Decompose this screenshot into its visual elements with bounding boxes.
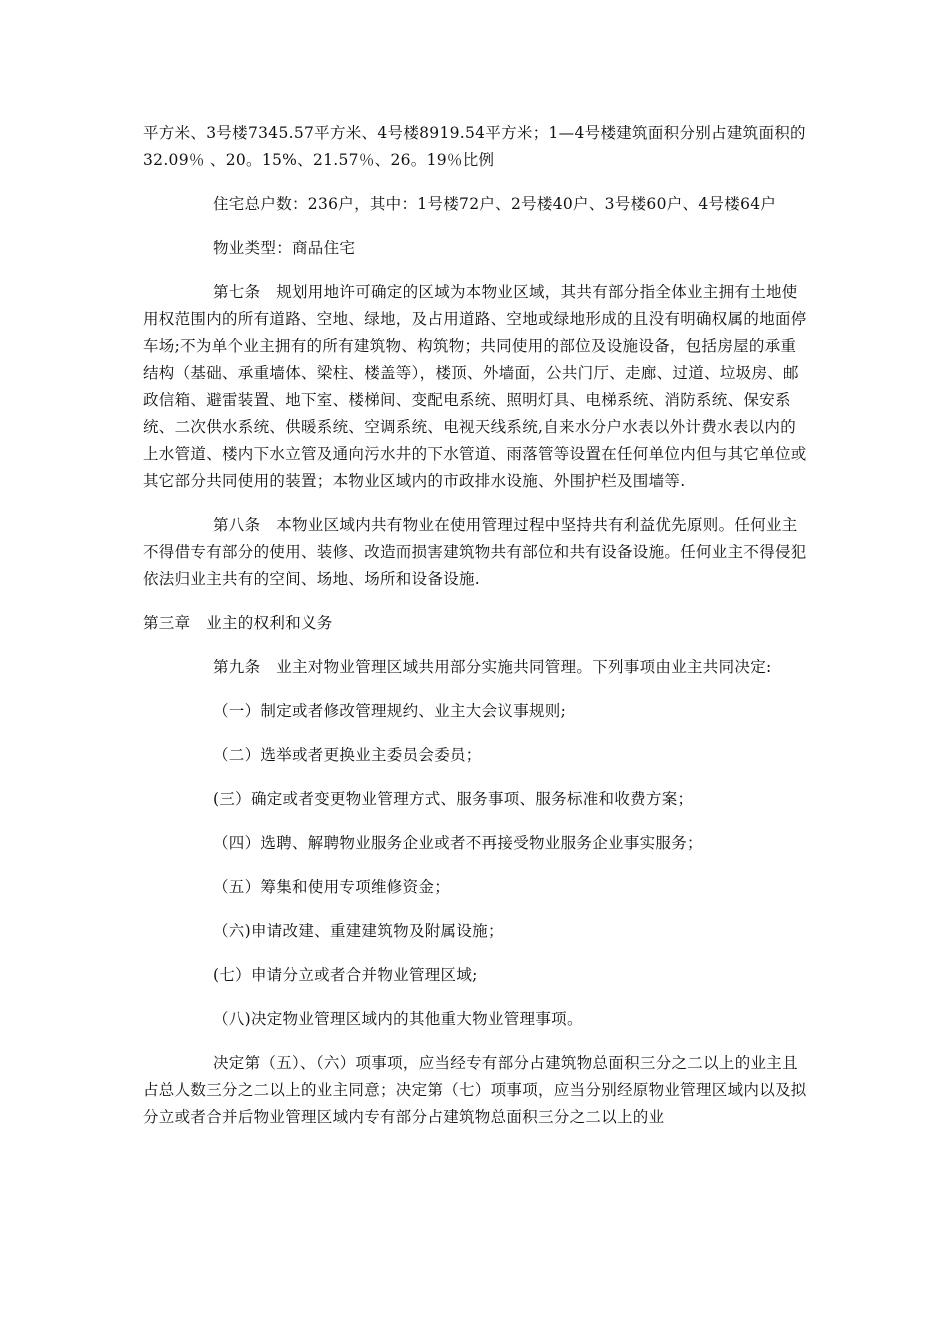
- article-8: 第八条 本物业区域内共有物业在使用管理过程中坚持共有利益优先原则。任何业主不得借专有部分的使用、装修、改造而损害建筑物共有部位和共有设备设施。任何业主不得侵犯依法归业主共有的空间、场地、场所和设备设施.: [143, 516, 807, 588]
- list-item: （五）筹集和使用专项维修资金；: [213, 878, 451, 896]
- list-item: （八)决定物业管理区域内的其他重大物业管理事项。: [213, 1010, 583, 1028]
- list-item: （四）选聘、解聘物业服务企业或者不再接受物业服务企业事实服务；: [213, 834, 703, 852]
- list-item: （二）选举或者更换业主委员会委员；: [213, 746, 482, 764]
- list-item: （六)申请改建、重建建筑物及附属设施；: [213, 922, 504, 940]
- list-item: (三）确定或者变更物业管理方式、服务事项、服务标准和收费方案；: [213, 790, 694, 808]
- paragraph-household-count: 住宅总户数：236户，其中：1号楼72户、2号楼40户、3号楼60户、4号楼64户: [213, 195, 777, 213]
- article-7: 第七条 规划用地许可确定的区域为本物业区域，其共有部分指全体业主拥有土地使用权范围内的所有道路、空地、绿地，及占用道路、空地或绿地形成的且没有明确权属的地面停车场;不为单个业主拥有的所有建筑物、构筑物；共同使用的部位及设施设备，包括房屋的承重结构（基础、承重墙体、梁柱、楼盖等），楼顶、外墙面，公共门厅、走廊、过道、垃圾房、邮政信箱、避雷装置、地下室、楼梯间、变配电系统、照明灯具、电梯系统、消防系统、保安系统、二次供水系统、供暖系统、空调系统、电视天线系统,自来水分户水表以外计费水表以内的上水管道、楼内下水立管及通向污水井的下水管道、雨落管等设置在任何单位内但与其它单位或其它部分共同使用的装置；本物业区域内的市政排水设施、外围护栏及围墙等.: [143, 283, 807, 490]
- paragraph-area-continuation: 平方米、3号楼7345.57平方米、4号楼8919.54平方米；1—4号楼建筑面积分别占建筑面积的32.09％ 、20。15%、21.57％、26。19％比例: [143, 124, 806, 169]
- list-item: (七）申请分立或者合并物业管理区域;: [213, 966, 478, 984]
- list-item: （一）制定或者修改管理规约、业主大会议事规则;: [213, 702, 567, 720]
- chapter-3-heading: 第三章 业主的权利和义务: [143, 614, 333, 632]
- paragraph-decision-rules: 决定第（五）、（六）项事项，应当经专有部分占建筑物总面积三分之二以上的业主且占总人数三分之二以上的业主同意；决定第（七）项事项，应当分别经原物业管理区域内以及拟分立或者合并后物业管理区域内专有部分占建筑物总面积三分之二以上的业: [143, 1054, 807, 1126]
- article-9: 第九条 业主对物业管理区域共用部分实施共同管理。下列事项由业主共同决定:: [213, 658, 772, 676]
- paragraph-property-type: 物业类型：商品住宅: [213, 239, 356, 257]
- document-page: [143, 120, 808, 1148]
